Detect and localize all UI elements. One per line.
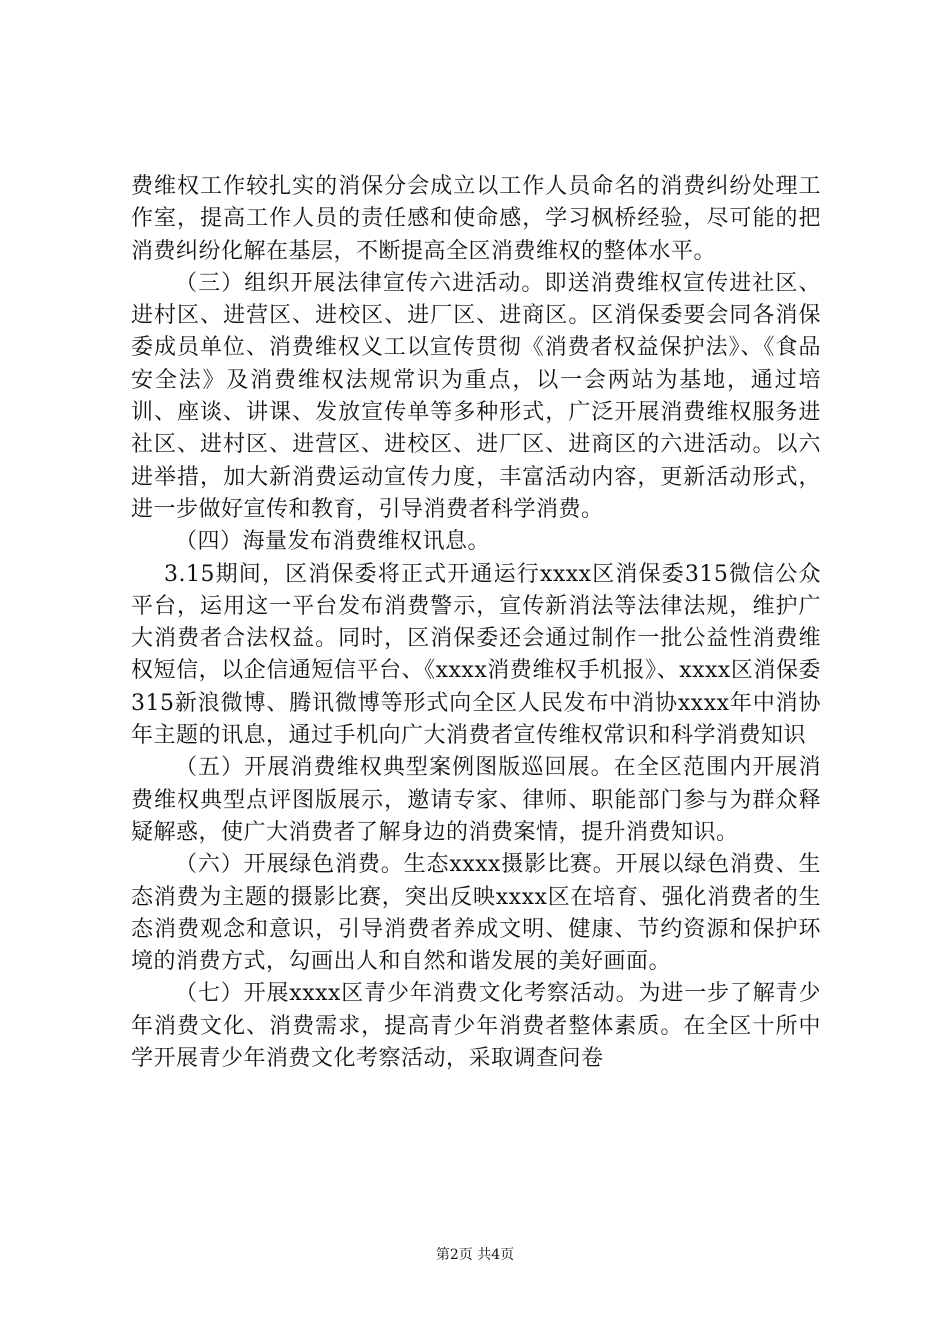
- paragraph-315-period: 3.15期间，区消保委将正式开通运行xxxx区消保委315微信公众平台，运用这一平台发布消费警示，宣传新消法等法律法规，维护广大消费者合法权益。同时，区消保委还会通过制作一批公益性消费维权短信，以企信通短信平台、《xxxx消费维权手机报》、xxxx区消保委315新浪微博、腾讯微博等形式向全区人民发布中消协xxxx年中消协年主题的讯息，通过手机向广大消费者宣传维权常识和科学消费知识: [131, 561, 821, 749]
- paragraph-section-4: （四）海量发布消费维权讯息。: [175, 529, 491, 555]
- paragraph-section-7: （七）开展xxxx区青少年消费文化考察活动。为进一步了解青少年消费文化、消费需求，提高青少年消费者整体素质。在全区十所中学开展青少年消费文化考察活动，采取调查问卷: [131, 981, 821, 1072]
- document-body: [131, 171, 821, 1075]
- paragraph-section-3: （三）组织开展法律宣传六进活动。即送消费维权宣传进社区、进村区、进营区、进校区、进厂区、进商区。区消保委要会同各消保委成员单位、消费维权义工以宣传贯彻《消费者权益保护法》、《食品安全法》及消费维权法规常识为重点，以一会两站为基地，通过培训、座谈、讲课、发放宣传单等多种形式，广泛开展消费维权服务进社区、进村区、进营区、进校区、进厂区、进商区的六进活动。以六进举措，加大新消费运动宣传力度，丰富活动内容，更新活动形式，进一步做好宣传和教育，引导消费者科学消费。: [131, 270, 821, 522]
- paragraph-continuation: 费维权工作较扎实的消保分会成立以工作人员命名的消费纠纷处理工作室，提高工作人员的责任感和使命感，学习枫桥经验，尽可能的把消费纠纷化解在基层，不断提高全区消费维权的整体水平。: [131, 174, 821, 264]
- paragraph-section-6: （六）开展绿色消费。生态xxxx摄影比赛。开展以绿色消费、生态消费为主题的摄影比赛，突出反映xxxx区在培育、强化消费者的生态消费观念和意识，引导消费者养成文明、健康、节约资源和保护环境的消费方式，勾画出人和自然和谐发展的美好画面。: [131, 852, 821, 975]
- paragraph-section-5: （五）开展消费维权典型案例图版巡回展。在全区范围内开展消费维权典型点评图版展示，邀请专家、律师、职能部门参与为群众释疑解惑，使广大消费者了解身边的消费案情，提升消费知识。: [131, 755, 821, 845]
- page-number-footer: 第2页 共4页: [435, 1247, 515, 1263]
